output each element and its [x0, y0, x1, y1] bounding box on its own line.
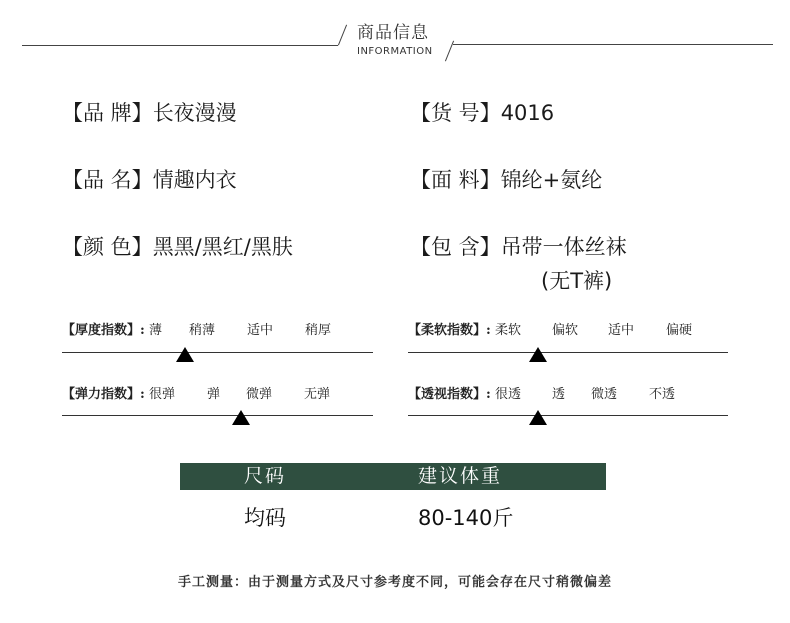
- info-item-no-label: 【货 号】: [410, 101, 501, 125]
- size-table-header-weight: 建议体重: [418, 465, 503, 487]
- info-includes-value: 吊带一体丝袜: [500, 235, 627, 259]
- info-fabric-label: 【面 料】: [410, 168, 501, 192]
- info-color: [62, 231, 293, 261]
- info-name-value: 情趣内衣: [152, 168, 237, 192]
- index-transparency-label: 【透视指数】:: [408, 387, 491, 402]
- info-name-label: 【品 名】: [62, 168, 153, 192]
- index-elasticity-opt-3: 微弹: [245, 387, 272, 402]
- index-thickness-opt-1: 薄: [148, 323, 162, 338]
- info-fabric-value: 锦纶+氨纶: [500, 168, 603, 192]
- index-softness-opt-4: 偏硬: [665, 323, 692, 338]
- info-brand: [62, 97, 237, 127]
- size-table-value-size: 均码: [244, 506, 286, 530]
- index-thickness-marker: [176, 347, 194, 362]
- index-thickness-opt-4: 稍厚: [304, 323, 331, 338]
- index-thickness: [62, 319, 331, 338]
- index-softness-track: [408, 352, 728, 353]
- index-softness-opt-1: 柔软: [494, 323, 521, 338]
- index-softness-marker: [529, 347, 547, 362]
- header-line-left: [22, 45, 338, 46]
- index-softness-opt-3: 适中: [607, 323, 634, 338]
- index-thickness-opt-3: 适中: [246, 323, 273, 338]
- info-brand-value: 长夜漫漫: [152, 101, 237, 125]
- index-thickness-opt-2: 稍薄: [188, 323, 215, 338]
- info-item-no: [410, 97, 554, 127]
- index-transparency-opt-4: 不透: [648, 387, 675, 402]
- index-elasticity-opt-4: 无弹: [303, 387, 330, 402]
- info-includes-label: 【包 含】: [410, 235, 501, 259]
- index-transparency-opt-3: 微透: [590, 387, 617, 402]
- index-elasticity-opt-2: 弹: [206, 387, 220, 402]
- info-includes-value2: (无T裤): [541, 269, 613, 293]
- info-fabric: [410, 164, 602, 194]
- header-subtitle: INFORMATION: [357, 46, 433, 57]
- index-transparency-opt-1: 很透: [494, 387, 521, 402]
- header-title: 商品信息: [357, 23, 429, 43]
- size-table-header-size: 尺码: [244, 465, 287, 487]
- index-elasticity-opt-1: 很弹: [148, 387, 175, 402]
- header-line-right: [453, 44, 773, 45]
- header-slash-left: [338, 25, 347, 46]
- index-softness: [408, 319, 692, 338]
- index-elasticity: [62, 383, 330, 402]
- size-table-value-weight: 80-140斤: [418, 506, 514, 530]
- index-thickness-track: [62, 352, 373, 353]
- index-softness-label: 【柔软指数】:: [408, 323, 491, 338]
- index-transparency-track: [408, 415, 728, 416]
- measurement-note: 手工测量：由于测量方式及尺寸参考度不同，可能会存在尺寸稍微偏差: [177, 575, 612, 590]
- index-softness-opt-2: 偏软: [551, 323, 578, 338]
- index-transparency: [408, 383, 675, 402]
- index-transparency-opt-2: 透: [551, 387, 565, 402]
- info-color-label: 【颜 色】: [62, 235, 153, 259]
- info-includes: [410, 231, 627, 261]
- index-elasticity-label: 【弹力指数】:: [62, 387, 145, 402]
- index-thickness-label: 【厚度指数】:: [62, 323, 145, 338]
- index-elasticity-track: [62, 415, 373, 416]
- info-item-no-value: 4016: [500, 101, 555, 125]
- index-elasticity-marker: [232, 410, 250, 425]
- info-name: [62, 164, 237, 194]
- info-color-value: 黑黑/黑红/黑肤: [152, 235, 293, 259]
- index-transparency-marker: [529, 410, 547, 425]
- info-brand-label: 【品 牌】: [62, 101, 153, 125]
